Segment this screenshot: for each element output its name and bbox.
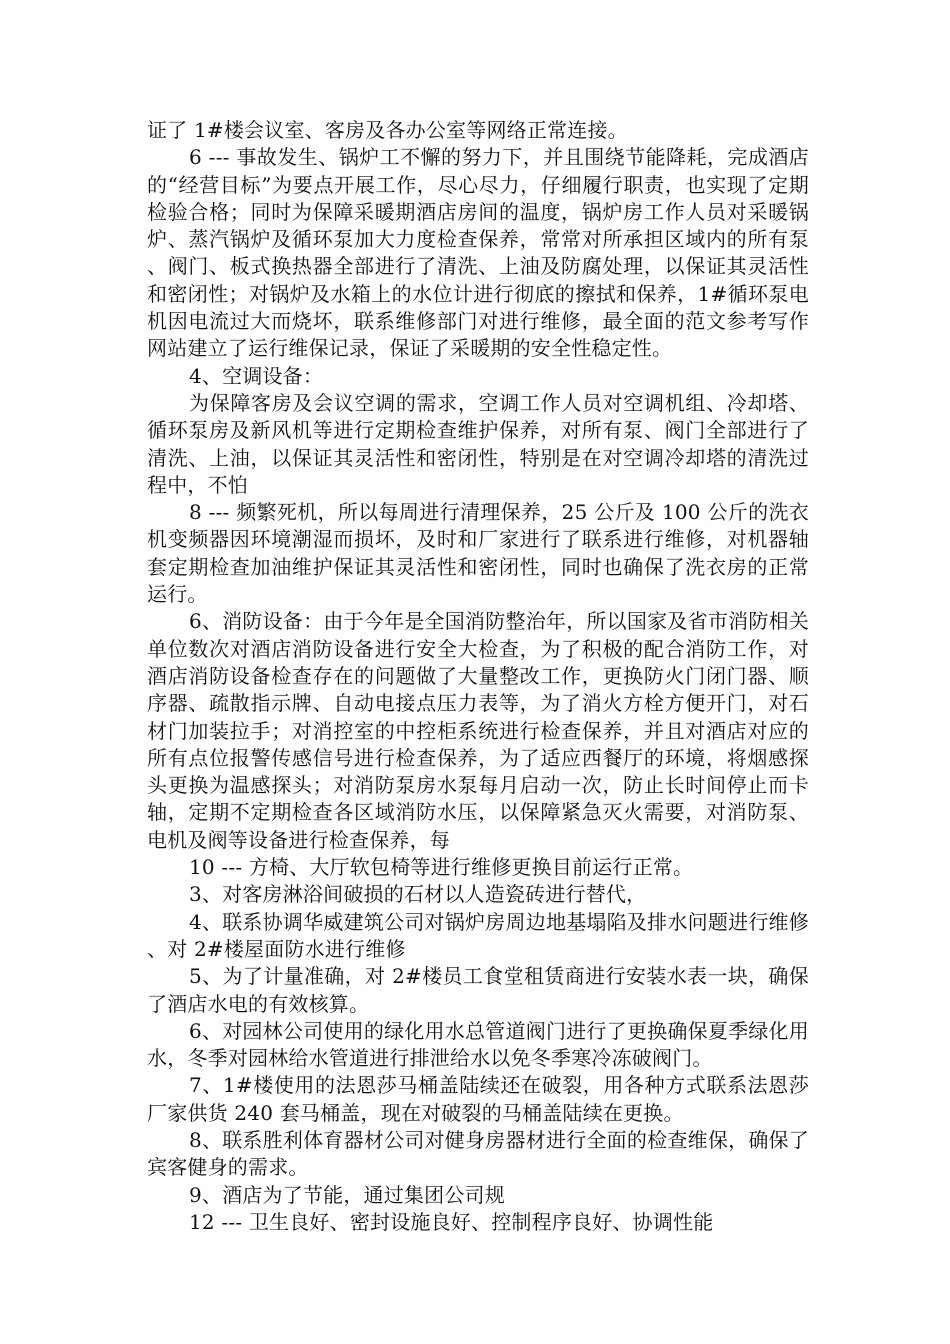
paragraph: 6、消防设备：由于今年是全国消防整治年，所以国家及省市消防相关单位数次对酒店消防设备进行安全大检查，为了积极的配合消防工作，对酒店消防设备检查存在的问题做了大量整改工作，更换防火门闭门器、顺序器、疏散指示牌、自动电接点压力表等，为了消火方栓方便开门，对石材门加装拉手；对消控室的中控柜系统进行检查保养，并且对酒店对应的所有点位报警传感信号进行检查保养，为了适应西餐厅的环境，将烟感探头更换为温感探头；对消防泵房水泵每月启动一次，防止长时间停止而卡轴，定期不定期检查各区域消防水压，以保障紧急灭火需要，对消防泵、电机及阀等设备进行检查保养，每: [147, 609, 809, 852]
paragraph: 8 --- 频繁死机，所以每周进行清理保养，25 公斤及 100 公斤的洗衣机变频器因环境潮湿而损坏，及时和厂家进行了联系进行维修，对机器轴套定期检查加油维护保证其灵活性和密闭性，同时也确保了洗衣房的正常运行。: [147, 500, 809, 607]
paragraph: 12 --- 卫生良好、密封设施良好、控制程序良好、协调性能: [189, 1209, 714, 1234]
section-heading: 4、空调设备：: [189, 363, 324, 388]
document-body: [147, 117, 809, 1236]
list-item: 7、1#楼使用的法恩莎马桶盖陆续还在破裂，用各种方式联系法恩莎厂家供货 240 套马桶盖，现在对破裂的马桶盖陆续在更换。: [147, 1073, 809, 1125]
list-item: 6、对园林公司使用的绿化用水总管道阀门进行了更换确保夏季绿化用水，冬季对园林给水管道进行排泄给水以免冬季寒冷冻破阀门。: [147, 1018, 809, 1071]
paragraph: 为保障客房及会议空调的需求，空调工作人员对空调机组、冷却塔、循环泵房及新风机等进行定期检查维护保养，对所有泵、阀门全部进行了清洗、上油，以保证其灵活性和密闭性，特别是在对空调冷却塔的清洗过程中，不怕: [147, 390, 809, 497]
paragraph: 10 --- 方椅、大厅软包椅等进行维修更换目前运行正常。: [189, 855, 694, 880]
paragraph: 证了 1#楼会议室、客房及各办公室等网络正常连接。: [147, 118, 628, 142]
list-item: 4、联系协调华威建筑公司对锅炉房周边地基塌陷及排水问题进行维修、对 2#楼屋面防水进行维修: [147, 909, 809, 961]
list-item: 5、为了计量准确，对 2#楼员工食堂租赁商进行安装水表一块，确保了酒店水电的有效核算。: [147, 964, 809, 1016]
list-item: 8、联系胜利体育器材公司对健身房器材进行全面的检查维保，确保了宾客健身的需求。: [147, 1127, 809, 1180]
list-item: 9、酒店为了节能，通过集团公司规: [189, 1182, 505, 1207]
paragraph: 6 --- 事故发生、锅炉工不懈的努力下，并且围绕节能降耗，完成酒店的“经营目标”为要点开展工作，尽心尽力，仔细履行职责，也实现了定期检验合格；同时为保障采暖期酒店房间的温度，锅炉房工作人员对采暖锅炉、蒸汽锅炉及循环泵加大力度检查保养，常常对所承担区域内的所有泵、阀门、板式换热器全部进行了清洗、上油及防腐处理，以保证其灵活性和密闭性；对锅炉及水箱上的水位计进行彻底的擦拭和保养，1#循环泵电机因电流过大而烧坏，联系维修部门对进行维修，最全面的范文参考写作网站建立了运行维保记录，保证了采暖期的安全性稳定性。: [147, 145, 809, 361]
list-item: 3、对客房淋浴间破损的石材以人造瓷砖进行替代，: [189, 882, 647, 907]
